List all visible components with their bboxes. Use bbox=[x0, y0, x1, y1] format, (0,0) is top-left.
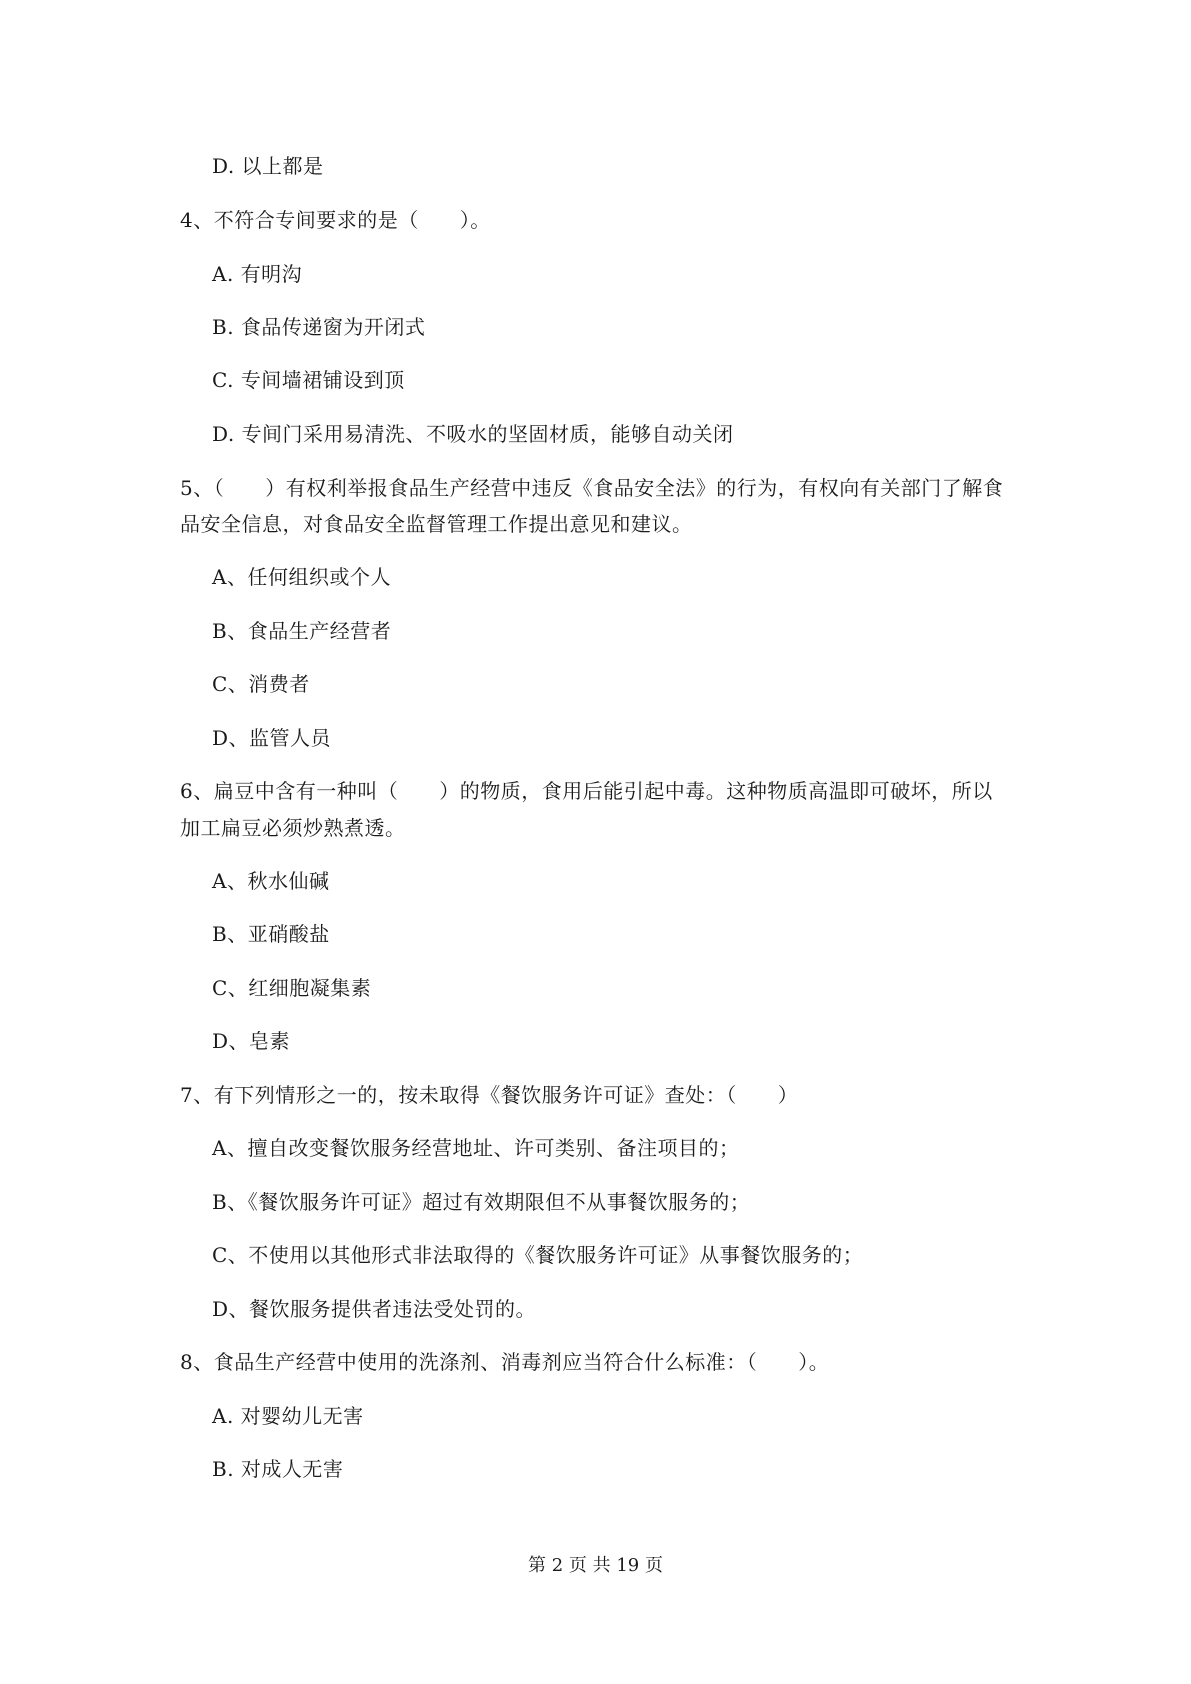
q4-stem: 4、不符合专间要求的是（ ）。 bbox=[180, 208, 491, 232]
q7-option-b: B、《餐饮服务许可证》超过有效期限但不从事餐饮服务的； bbox=[212, 1190, 751, 1214]
page-footer: 第 2 页 共 19 页 bbox=[528, 1555, 663, 1576]
q3-option-d: D. 以上都是 bbox=[212, 154, 324, 178]
q6-option-d: D、皂素 bbox=[212, 1029, 291, 1053]
q5-option-b: B、食品生产经营者 bbox=[212, 619, 392, 643]
q6-option-a: A、秋水仙碱 bbox=[212, 869, 330, 893]
q7-stem: 7、有下列情形之一的，按未取得《餐饮服务许可证》查处：（ ） bbox=[180, 1083, 799, 1107]
q7-option-d: D、餐饮服务提供者违法受处罚的。 bbox=[212, 1297, 537, 1321]
q6-option-c: C、红细胞凝集素 bbox=[212, 976, 372, 1000]
q8-option-b: B. 对成人无害 bbox=[212, 1457, 344, 1481]
q7-option-c: C、不使用以其他形式非法取得的《餐饮服务许可证》从事餐饮服务的； bbox=[212, 1243, 864, 1267]
q6-option-b: B、亚硝酸盐 bbox=[212, 922, 330, 946]
q6-stem-line-1: 6、扁豆中含有一种叫（ ）的物质，食用后能引起中毒。这种物质高温即可破坏，所以 bbox=[180, 779, 993, 803]
q5-option-a: A、任何组织或个人 bbox=[212, 565, 391, 589]
q4-option-d: D. 专间门采用易清洗、不吸水的坚固材质，能够自动关闭 bbox=[212, 422, 734, 446]
q8-option-a: A. 对婴幼儿无害 bbox=[212, 1404, 364, 1428]
q4-option-c: C. 专间墙裙铺设到顶 bbox=[212, 368, 405, 392]
q8-stem: 8、食品生产经营中使用的洗涤剂、消毒剂应当符合什么标准：（ ）。 bbox=[180, 1350, 830, 1374]
q4-option-a: A. 有明沟 bbox=[212, 262, 303, 286]
q6-stem-line-2: 加工扁豆必须炒熟煮透。 bbox=[180, 816, 406, 840]
q7-option-a: A、擅自改变餐饮服务经营地址、许可类别、备注项目的； bbox=[212, 1136, 740, 1160]
q4-option-b: B. 食品传递窗为开闭式 bbox=[212, 315, 426, 339]
q5-option-d: D、监管人员 bbox=[212, 726, 332, 750]
q5-stem-line-1: 5、（ ）有权利举报食品生产经营中违反《食品安全法》的行为，有权向有关部门了解食 bbox=[180, 476, 1004, 500]
q5-option-c: C、消费者 bbox=[212, 672, 310, 696]
q5-stem-line-2: 品安全信息，对食品安全监督管理工作提出意见和建议。 bbox=[180, 512, 693, 536]
